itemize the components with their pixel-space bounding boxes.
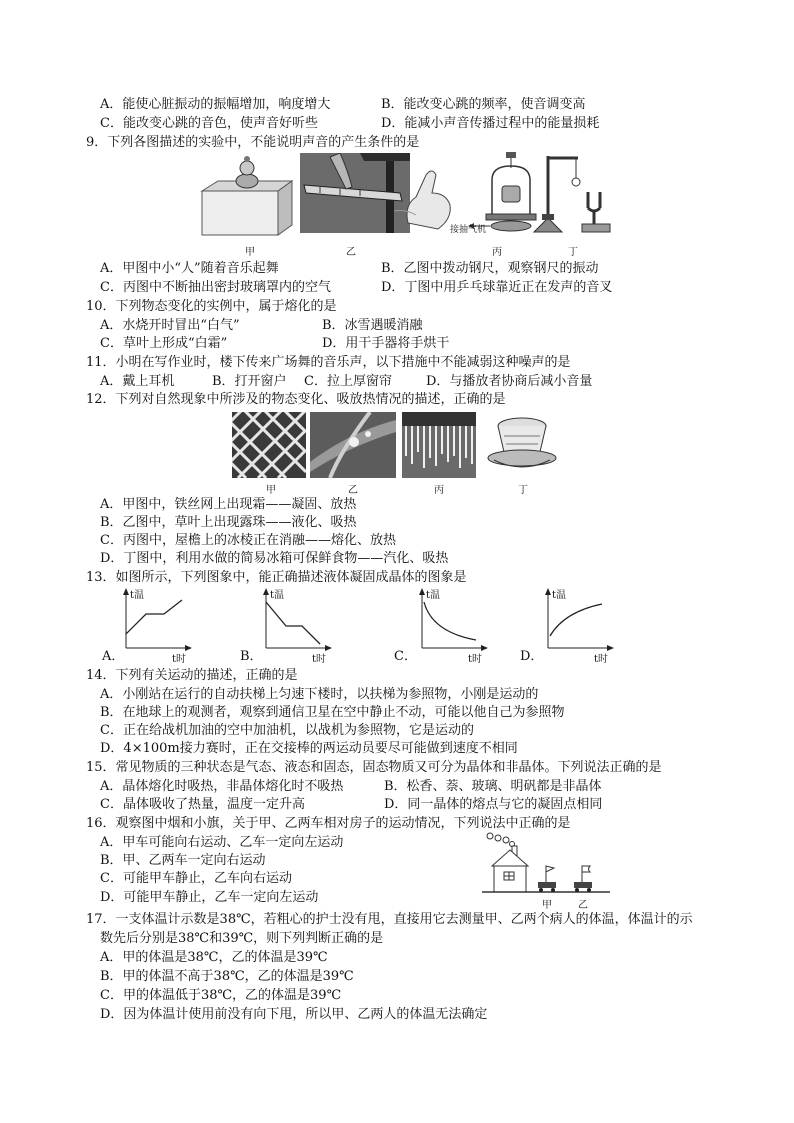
q12-option-c: C．丙图中，屋檐上的冰棱正在消融——熔化、放热 <box>100 533 396 548</box>
q15-stem: 15．常见物质的三种状态是气态、液态和固态，固态物质又可分为晶体和非晶体。下列说法正确的是 <box>86 760 662 775</box>
q13-graph-d-xlabel: t时 <box>594 654 609 665</box>
q9-figure-jia <box>200 153 296 241</box>
q13-graph-c-xlabel: t时 <box>468 654 483 665</box>
q9-figure-ding <box>530 152 616 238</box>
q14-option-c: C．正在给战机加油的空中加油机，以战机为参照物，它是运动的 <box>100 723 474 738</box>
q13-graph-c-ylabel: t温 <box>426 590 441 601</box>
q15-option-c: C．晶体吸收了热量，温度一定升高 <box>100 797 305 812</box>
q12-stem: 12．下列对自然现象中所涉及的物态变化、吸放热情况的描述，正确的是 <box>86 392 506 407</box>
q11-stem: 11．小明在写作业时，楼下传来广场舞的音乐声，以下措施中不能减弱这种噪声的是 <box>86 355 571 370</box>
q12-option-d: D．丁图中，利用水做的简易冰箱可保鲜食物——汽化、吸热 <box>100 551 449 566</box>
q16-option-a: A．甲车可能向右运动、乙车一定向左运动 <box>100 835 344 850</box>
q17-stem-line1: 17．一支体温计示数是38℃，若粗心的护士没有甩，直接用它去测量甲、乙两个病人的体温，体温计的示 <box>86 912 693 927</box>
q12-caption-bing: 丙 <box>434 485 444 496</box>
q16-figure-house-flags <box>482 830 612 911</box>
q16-car-label-jia: 甲 <box>542 900 552 911</box>
q9-figure-yi-hand <box>394 153 456 233</box>
q11-option-a: A．戴上耳机 <box>100 374 175 389</box>
q12-photo-bing <box>402 412 476 478</box>
q8-option-a: A．能使心脏振动的振幅增加，响度增大 <box>100 97 331 112</box>
q16-stem: 16．观察图中烟和小旗，关于甲、乙两车相对房子的运动情况，下列说法中正确的是 <box>86 816 571 831</box>
q13-option-b: B． <box>240 649 263 664</box>
q13-stem: 13．如图所示，下列图象中，能正确描述液体凝固成晶体的图象是 <box>86 570 467 585</box>
q12-option-b: B．乙图中，草叶上出现露珠——液化、吸热 <box>100 515 357 530</box>
q9-stem: 9．下列各图描述的实验中，不能说明声音的产生条件的是 <box>86 135 420 150</box>
q9-pump-label: 接抽气机 <box>450 225 487 235</box>
q9-option-d: D．丁图中用乒乓球靠近正在发声的音叉 <box>381 280 613 295</box>
q10-stem: 10．下列物态变化的实例中，属于熔化的是 <box>86 299 337 314</box>
q11-option-d: D．与播放者协商后减小音量 <box>426 374 593 389</box>
q9-caption-bing: 丙 <box>492 247 502 258</box>
q12-option-a: A．甲图中，铁丝网上出现霜——凝固、放热 <box>100 497 357 512</box>
q13-graph-a-xlabel: t时 <box>172 654 187 665</box>
q15-option-a: A．晶体熔化时吸热，非晶体熔化时不吸热 <box>100 779 344 794</box>
q12-photo-jia <box>232 412 306 478</box>
q16-option-b: B．甲、乙两车一定向右运动 <box>100 853 266 868</box>
q12-caption-jia: 甲 <box>266 485 276 496</box>
q9-figure-bing <box>450 152 542 236</box>
q13-graph-d <box>540 586 616 665</box>
q9-caption-yi: 乙 <box>346 247 356 258</box>
q13-graph-d-ylabel: t温 <box>552 590 567 601</box>
q14-option-d: D．4×100m接力赛时，正在交接棒的两运动员要尽可能做到速度不相同 <box>100 741 518 756</box>
q13-option-d: D． <box>520 649 544 664</box>
q9-caption-ding: 丁 <box>568 247 578 258</box>
q10-option-a: A．水烧开时冒出“白气” <box>100 318 240 333</box>
q16-car-label-yi: 乙 <box>578 900 588 911</box>
q8-option-c: C．能改变心跳的音色，使声音好听些 <box>100 116 318 131</box>
q8-option-b: B．能改变心跳的频率，使音调变高 <box>381 97 586 112</box>
q17-option-d: D．因为体温计使用前没有向下甩，所以甲、乙两人的体温无法确定 <box>100 1007 488 1022</box>
q9-option-b: B．乙图中拨动钢尺，观察钢尺的振动 <box>381 261 599 276</box>
q11-option-c: C．拉上厚窗帘 <box>304 374 392 389</box>
q11-option-b: B．打开窗户 <box>212 374 287 389</box>
q13-option-c: C． <box>394 649 417 664</box>
q12-caption-yi: 乙 <box>348 485 358 496</box>
q13-graph-b-ylabel: t温 <box>270 590 285 601</box>
q13-graph-a <box>118 586 194 665</box>
q12-caption-ding: 丁 <box>518 485 528 496</box>
q12-photo-yi <box>310 412 396 478</box>
q10-option-b: B．冰雪遇暖消融 <box>322 318 423 333</box>
q16-option-d: D．可能甲车静止，乙车一定向左运动 <box>100 890 319 905</box>
q9-option-a: A．甲图中小“人”随着音乐起舞 <box>100 261 279 276</box>
q10-option-d: D．用干手器将手烘干 <box>322 336 450 351</box>
q17-stem-line2: 数先后分别是38℃和39℃，则下列判断正确的是 <box>100 931 384 946</box>
q12-figure-ding <box>484 412 560 478</box>
q8-option-d: D．能减小声音传播过程中的能量损耗 <box>381 116 600 131</box>
q15-option-b: B．松香、萘、玻璃、明矾都是非晶体 <box>384 779 602 794</box>
q9-caption-jia: 甲 <box>245 247 255 258</box>
q14-option-b: B．在地球上的观测者，观察到通信卫星在空中静止不动，可能以他自己为参照物 <box>100 705 565 720</box>
q14-stem: 14．下列有关运动的描述，正确的是 <box>86 668 298 683</box>
q13-graph-a-ylabel: t温 <box>130 590 145 601</box>
q17-option-c: C．甲的体温低于38℃，乙的体温是39℃ <box>100 988 342 1003</box>
q13-graph-c <box>414 586 490 665</box>
q15-option-d: D．同一晶体的熔点与它的凝固点相同 <box>384 797 603 812</box>
q13-graph-b <box>258 586 334 665</box>
q9-option-c: C．丙图中不断抽出密封玻璃罩内的空气 <box>100 280 331 295</box>
q17-option-b: B．甲的体温不高于38℃，乙的体温是39℃ <box>100 969 354 984</box>
q16-option-c: C．可能甲车静止，乙车向右运动 <box>100 871 292 886</box>
q14-option-a: A．小刚站在运行的自动扶梯上匀速下楼时，以扶梯为参照物，小刚是运动的 <box>100 687 539 702</box>
q10-option-c: C．草叶上形成“白霜” <box>100 336 228 351</box>
q13-graph-b-xlabel: t时 <box>312 654 327 665</box>
q13-option-a: A． <box>102 649 125 664</box>
q17-option-a: A．甲的体温是38℃，乙的体温是39℃ <box>100 950 328 965</box>
